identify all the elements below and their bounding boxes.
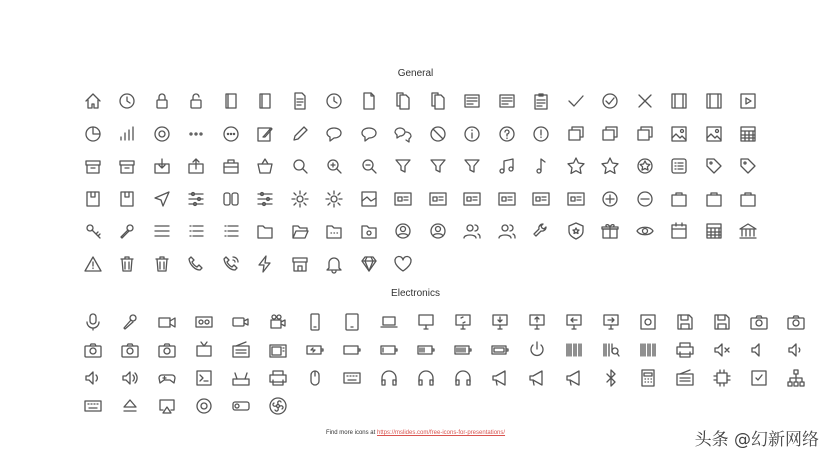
radio-icon [673,367,697,389]
list-icon [668,155,692,177]
trash-icon [116,253,140,275]
alert-circle-icon [530,123,554,145]
calendar-grid-icon [702,220,726,242]
general-section-title: General [397,68,434,79]
music-icon [495,155,519,177]
icon-row [81,337,821,363]
trash-icon [150,253,174,275]
folder-icon [254,220,278,242]
keyboard-icon [340,367,364,389]
folder-search-icon [357,220,381,242]
gift-icon [599,220,623,242]
package-icon [81,188,105,210]
file-icon [357,90,381,112]
film-camera-icon [266,311,290,333]
terminal-icon [192,367,216,389]
footer-link[interactable]: https://mslides.com/free-icons-for-presentations/ [376,430,506,436]
users-icon [461,220,485,242]
shop-icon [288,253,312,275]
lightning-icon [254,253,278,275]
chat-icon [323,123,347,145]
headphones-icon [414,367,438,389]
home-icon [81,90,105,112]
monitor-download-icon [488,311,512,333]
sliders-icon [185,188,209,210]
list-bullets-icon [185,220,209,242]
speaker-mid-icon [81,367,105,389]
battery-charging-icon [303,339,327,361]
phone-call-icon [219,253,243,275]
video-camera-icon [229,311,253,333]
image-icon [668,123,692,145]
lifebuoy-icon [150,123,174,145]
speaker-low-icon [784,339,808,361]
electronics-icon-grid [81,309,821,419]
battery-half-icon [414,339,438,361]
filter-remove-icon [461,155,485,177]
id-card-icon [426,188,450,210]
laptop-icon [377,311,401,333]
filter-add-icon [426,155,450,177]
folder-open-icon [288,220,312,242]
battery-full-icon [488,339,512,361]
chip-check-icon [747,367,771,389]
airplay-icon [155,395,179,417]
calendar-grid-icon [737,123,761,145]
bell-icon [323,253,347,275]
id-card-icon [495,188,519,210]
monitor-forward-icon [599,311,623,333]
wrench-icon [530,220,554,242]
phone-device-icon [303,311,327,333]
more-icon [185,123,209,145]
settings-panel-icon [254,188,278,210]
toggles-icon [219,188,243,210]
floppy-icon [673,311,697,333]
toolbox-icon [219,155,243,177]
headphones-icon [377,367,401,389]
toggle-device-icon [229,395,253,417]
briefcase-add-icon [737,188,761,210]
star-icon [564,155,588,177]
printer-icon [673,339,697,361]
icon-row [81,309,821,335]
pencil-icon [288,123,312,145]
close-icon [633,90,657,112]
clock-icon [323,90,347,112]
question-icon [495,123,519,145]
bank-icon [737,220,761,242]
fan-icon [266,395,290,417]
stars-icon [599,155,623,177]
send-icon [150,188,174,210]
upload-box-icon [185,155,209,177]
icon-row [81,153,771,179]
monitor-back-icon [562,311,586,333]
camera-icon [81,339,105,361]
users-icon [495,220,519,242]
info-icon [461,123,485,145]
camera-icon [118,339,142,361]
tag-icon [702,155,726,177]
remove-circle-icon [633,188,657,210]
warning-icon [81,253,105,275]
briefcases-icon [702,188,726,210]
mute-icon [710,339,734,361]
tv-retro-icon [266,339,290,361]
id-card-icon [530,188,554,210]
clock-icon [116,90,140,112]
monitor-upload-icon [525,311,549,333]
camera-icon [747,311,771,333]
edit-icon [254,123,278,145]
disk-drive-icon [636,311,660,333]
icon-row [81,121,771,147]
diamond-icon [357,253,381,275]
windows-icon [564,123,588,145]
radio-icon [229,339,253,361]
unlock-icon [185,90,209,112]
comment-doc-icon [461,90,485,112]
shield-icon [564,220,588,242]
microphone-handheld-icon [118,311,142,333]
gear-shield-icon [323,188,347,210]
gamepad-icon [155,367,179,389]
video-icon [737,90,761,112]
notebook-icon [219,90,243,112]
film-icon [668,90,692,112]
tags-icon [737,155,761,177]
barcode-icon [636,339,660,361]
check-icon [564,90,588,112]
icon-row [81,251,771,277]
camera-icon [784,311,808,333]
watermark: 头条 @幻新网络 [694,430,819,450]
eject-icon [118,395,142,417]
more-circle-icon [219,123,243,145]
bar-chart-icon [116,123,140,145]
list-lines-icon [219,220,243,242]
speaker-high-icon [118,367,142,389]
block-icon [426,123,450,145]
calendar-icon [668,220,692,242]
tape-icon [192,311,216,333]
general-icon-grid [81,88,771,277]
zoom-out-icon [357,155,381,177]
map-icon [357,188,381,210]
tv-icon [192,339,216,361]
bluetooth-icon [599,367,623,389]
camera-icon [155,339,179,361]
battery-low-icon [377,339,401,361]
news-icon [495,90,519,112]
footer-prefix: Find more icons at [325,430,377,436]
icon-row [81,186,771,212]
battery-high-icon [451,339,475,361]
basket-icon [254,155,278,177]
gear-icon [288,188,312,210]
barcode-icon [562,339,586,361]
star-circle-icon [633,155,657,177]
icon-row [81,88,771,114]
id-card-icon [461,188,485,210]
filter-icon [392,155,416,177]
archive-icon [116,155,140,177]
user-circle-icon [426,220,450,242]
folder-stack-icon [633,123,657,145]
box-icon [81,155,105,177]
power-icon [525,339,549,361]
battery-empty-icon [340,339,364,361]
calculator-icon [636,367,660,389]
mouse-icon [303,367,327,389]
icon-row [81,365,821,391]
film-stack-icon [702,90,726,112]
megaphone-icon [562,367,586,389]
add-circle-icon [599,188,623,210]
network-icon [784,367,808,389]
id-card-icon [392,188,416,210]
check-circle-icon [599,90,623,112]
tag-key-icon [81,220,105,242]
chip-icon [710,367,734,389]
music-note-icon [530,155,554,177]
camcorder-icon [155,311,179,333]
eye-icon [633,220,657,242]
megaphone-icon [525,367,549,389]
printer-icon [266,367,290,389]
zoom-in-icon [323,155,347,177]
pie-chart-icon [81,123,105,145]
id-cards-icon [564,188,588,210]
lock-icon [150,90,174,112]
tablet-icon [340,311,364,333]
microphone-icon [81,311,105,333]
monitor-icon [414,311,438,333]
electronics-section-title: Electronics [391,288,440,299]
icon-row [81,393,821,419]
scanner-icon [599,339,623,361]
monitor-sync-icon [451,311,475,333]
clipboard-icon [530,90,554,112]
speaker-icon [747,339,771,361]
files-icon [426,90,450,112]
user-circle-icon [392,220,416,242]
floppy-icon [710,311,734,333]
search-icon [288,155,312,177]
briefcase-icon [668,188,692,210]
notebook-icon [254,90,278,112]
chat-dots-icon [357,123,381,145]
files-icon [392,90,416,112]
headphones-icon [451,367,475,389]
keyboard-icon [81,395,105,417]
heart-icon [392,253,416,275]
packages-icon [116,188,140,210]
images-icon [702,123,726,145]
windows-icon [599,123,623,145]
document-icon [288,90,312,112]
folder-dots-icon [323,220,347,242]
download-box-icon [150,155,174,177]
phone-icon [185,253,209,275]
microphone-tool-icon [116,220,140,242]
icon-row [81,218,771,244]
chrome-icon [192,395,216,417]
menu-icon [150,220,174,242]
chats-icon [392,123,416,145]
router-icon [229,367,253,389]
megaphone-icon [488,367,512,389]
